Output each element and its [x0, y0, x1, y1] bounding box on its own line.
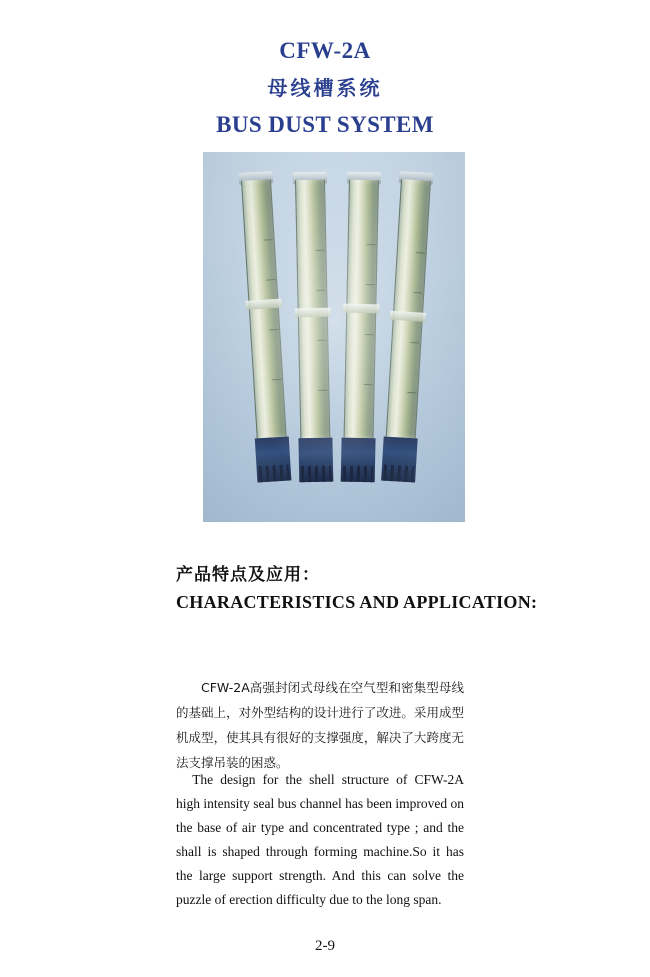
body-paragraph-chinese: CFW-2A高强封闭式母线在空气型和密集型母线的基础上，对外型结构的设计进行了改进。采用成型机成型，使其具有很好的支撑强度，解决了大跨度无法支撑吊装的困惑。 — [176, 680, 464, 770]
section-heading-english: CHARACTERISTICS AND APPLICATION: — [176, 592, 538, 612]
page-number: 2-9 — [315, 938, 335, 954]
product-title-english: BUS DUST SYSTEM — [216, 111, 434, 137]
section-heading-chinese: 产品特点及应用： — [176, 565, 320, 585]
product-model-title: CFW-2A — [279, 38, 371, 63]
page-header — [0, 0, 650, 138]
body-paragraph-english: The design for the shell structure of CFW-2A high intensity seal bus channel has been improved on the base of air type and concentrated type ; and the shall is shaped through forming machine.So it has the large support strength. And this can solve the puzzle of erection difficulty due to the long span. — [176, 772, 464, 907]
product-photo-image — [203, 152, 465, 522]
photo-vignette — [203, 152, 465, 522]
product-photo — [203, 152, 465, 522]
product-title-chinese: 母线槽系统 — [267, 75, 383, 100]
